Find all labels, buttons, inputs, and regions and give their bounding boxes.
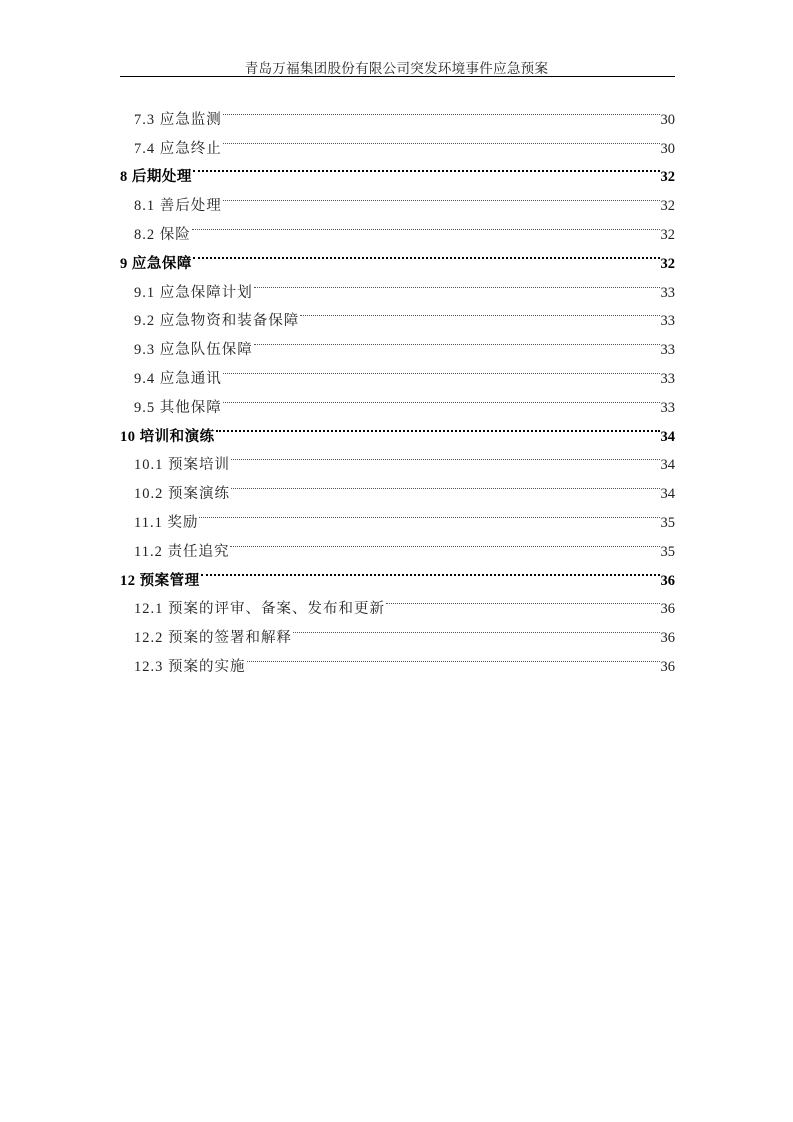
- toc-entry-page: 32: [660, 169, 675, 186]
- toc-entry-label: 9 应急保障: [120, 255, 192, 272]
- toc-entry[interactable]: [120, 95, 675, 128]
- toc-entry-page: 32: [660, 198, 675, 215]
- toc-entry[interactable]: [120, 527, 675, 560]
- toc-dot-leader: [254, 268, 660, 297]
- toc-entry-label: 12.1 预案的评审、备案、发布和更新: [134, 601, 385, 618]
- toc-entry-page: 32: [660, 226, 675, 243]
- toc-entry-page: 33: [660, 342, 675, 359]
- running-header-title: 青岛万福集团股份有限公司突发环境事件应急预案: [244, 61, 549, 76]
- toc-entry-page: 36: [660, 601, 675, 618]
- header-divider: [120, 76, 675, 77]
- toc-entry-page: 34: [660, 486, 675, 503]
- toc-entry-label: 12 预案管理: [120, 572, 200, 589]
- toc-dot-leader: [254, 325, 660, 354]
- toc-entry-page: 30: [660, 111, 675, 128]
- toc-entry-page: 36: [660, 658, 675, 675]
- toc-entry[interactable]: [120, 210, 675, 243]
- toc-dot-leader: [230, 527, 659, 556]
- toc-entry-page: 32: [660, 255, 675, 272]
- toc-dot-leader: [201, 556, 660, 585]
- toc-chapter-entry[interactable]: [120, 153, 675, 186]
- toc-entry-label: 7.4 应急终止: [134, 140, 222, 157]
- toc-entry-page: 36: [660, 630, 675, 647]
- toc-dot-leader: [223, 124, 660, 153]
- toc-dot-leader: [223, 354, 660, 383]
- toc-entry-label: 9.3 应急队伍保障: [134, 342, 253, 359]
- toc-entry-label: 8.2 保险: [134, 226, 191, 243]
- toc-dot-leader: [386, 585, 660, 614]
- toc-dot-leader: [193, 153, 660, 182]
- toc-entry-label: 10 培训和演练: [120, 428, 215, 445]
- toc-entry-label: 10.2 预案演练: [134, 486, 230, 503]
- toc-entry[interactable]: [120, 268, 675, 301]
- toc-dot-leader: [216, 412, 660, 441]
- toc-entry-label: 8 后期处理: [120, 169, 192, 186]
- toc-entry-label: 12.3 预案的实施: [134, 658, 246, 675]
- toc-entry-label: 9.5 其他保障: [134, 399, 222, 416]
- toc-entry-page: 33: [660, 399, 675, 416]
- toc-entry-page: 34: [660, 457, 675, 474]
- toc-dot-leader: [231, 469, 660, 498]
- toc-entry-page: 36: [660, 572, 675, 589]
- toc-entry-label: 10.1 预案培训: [134, 457, 230, 474]
- toc-dot-leader: [300, 297, 659, 326]
- toc-entry-label: 11.2 责任追究: [134, 543, 230, 560]
- table-of-contents: [120, 95, 675, 675]
- toc-chapter-entry[interactable]: [120, 556, 675, 589]
- toc-entry-page: 34: [660, 428, 675, 445]
- toc-entry-label: 8.1 善后处理: [134, 198, 222, 215]
- toc-dot-leader: [199, 498, 659, 527]
- toc-dot-leader: [223, 181, 660, 210]
- toc-entry-page: 33: [660, 370, 675, 387]
- toc-entry-label: 7.3 应急监测: [134, 111, 222, 128]
- toc-dot-leader: [247, 642, 660, 671]
- toc-dot-leader: [223, 383, 660, 412]
- toc-entry-page: 35: [660, 543, 675, 560]
- toc-dot-leader: [231, 441, 660, 470]
- toc-entry-page: 33: [660, 313, 675, 330]
- toc-entry-label: 11.1 奖励: [134, 514, 199, 531]
- toc-dot-leader: [293, 613, 660, 642]
- toc-dot-leader: [193, 239, 660, 268]
- toc-entry-page: 30: [660, 140, 675, 157]
- toc-dot-leader: [223, 95, 660, 124]
- toc-entry-label: 9.2 应急物资和装备保障: [134, 313, 300, 330]
- toc-entry-label: 12.2 预案的签署和解释: [134, 630, 292, 647]
- toc-entry-page: 33: [660, 284, 675, 301]
- toc-chapter-entry[interactable]: [120, 239, 675, 272]
- toc-entry-label: 9.4 应急通讯: [134, 370, 222, 387]
- toc-entry[interactable]: [120, 181, 675, 215]
- toc-entry[interactable]: [120, 498, 675, 531]
- toc-entry[interactable]: [120, 585, 675, 618]
- toc-entry-label: 9.1 应急保障计划: [134, 284, 253, 301]
- toc-dot-leader: [192, 210, 660, 239]
- toc-entry-page: 35: [660, 514, 675, 531]
